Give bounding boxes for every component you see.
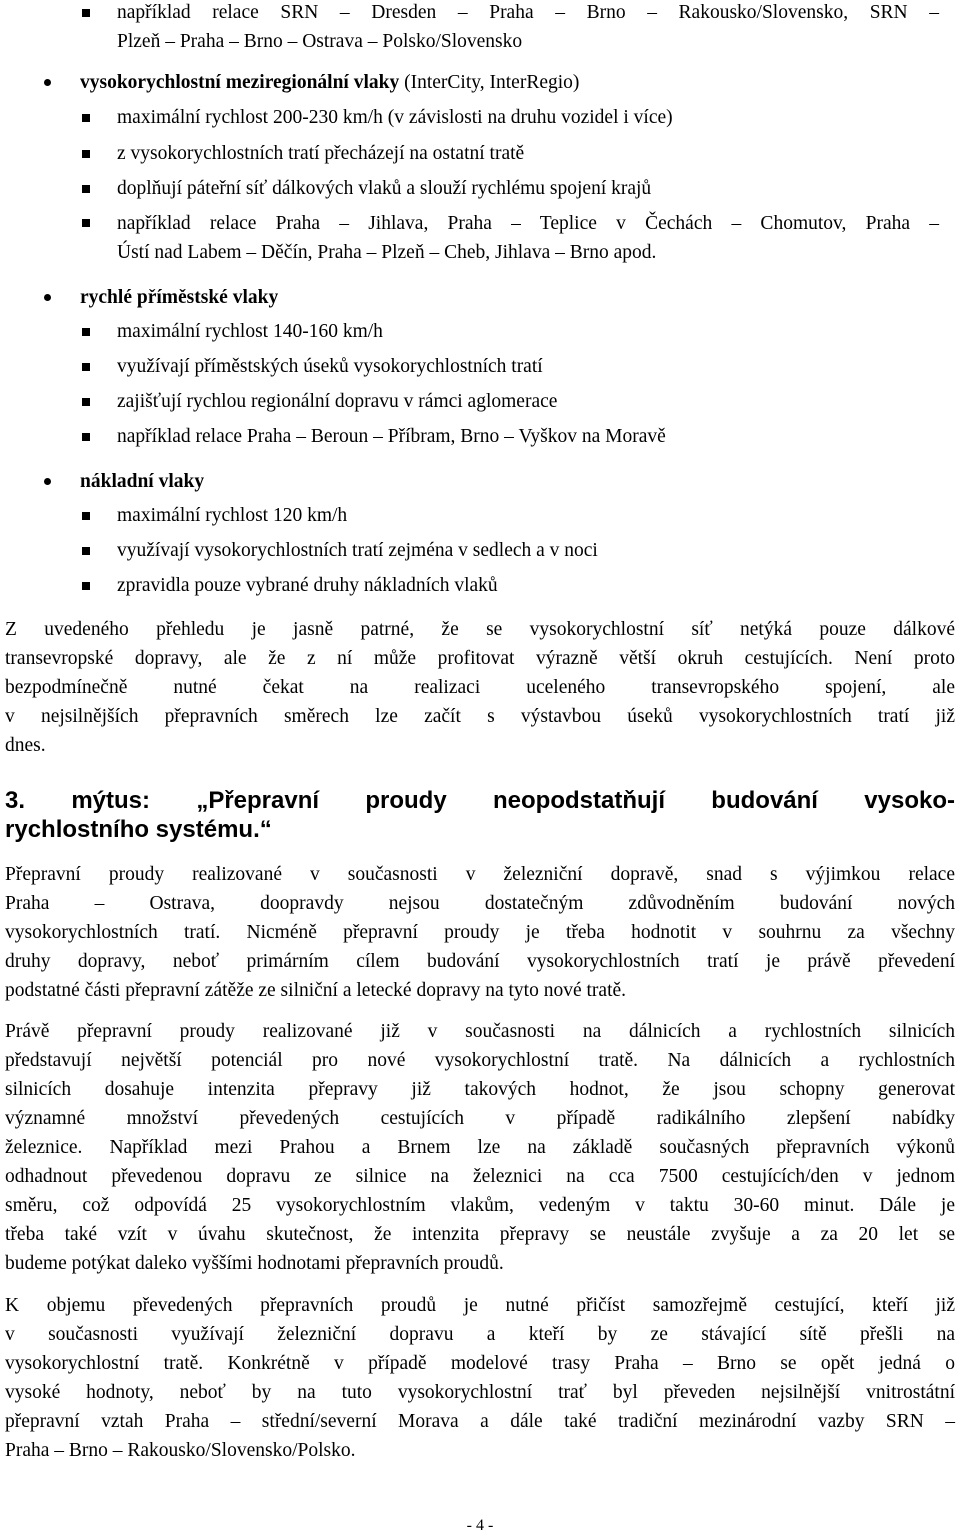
myth-heading: 3. mýtus: „Přepravní proudy neopodstatňují budování vysoko- xyxy=(5,787,955,814)
square-bullet-icon xyxy=(82,547,90,555)
list-item-text: zpravidla pouze vybrané druhy nákladních vlaků xyxy=(117,575,498,596)
paragraph-line: přepravní vztah Praha – střední/severní Morava a dále také tradiční mezinárodní vazby SRN – xyxy=(5,1411,955,1432)
paragraph-line: podstatné části přepravní zátěže ze silniční a letecké dopravy na tyto nové tratě. xyxy=(5,980,627,1001)
list-item-text: například relace SRN – Dresden – Praha – Brno – Rakousko/Slovensko, SRN – xyxy=(117,2,939,23)
paragraph-line: vysokorychlostních tratí. Nicméně přepravní proudy je třeba hodnotit v souhrnu za všechny xyxy=(5,922,955,943)
list-item-text: Ústí nad Labem – Děčín, Praha – Plzeň – Cheb, Jihlava – Brno apod. xyxy=(117,242,657,263)
paragraph-line: významné množství převedených cestujících v případě radikálního zlepšení nabídky xyxy=(5,1108,955,1129)
paragraph-line: budeme potýkat daleko vyššími hodnotami přepravních proudů. xyxy=(5,1253,504,1274)
paragraph-line: Praha – Ostrava, doopravdy nejsou dostatečným zdůvodněním budování nových xyxy=(5,893,955,914)
page-number: - 4 - xyxy=(466,1517,494,1534)
list-item-text: využívají příměstských úseků vysokorychlostních tratí xyxy=(117,356,543,377)
square-bullet-icon xyxy=(82,328,90,336)
square-bullet-icon xyxy=(82,512,90,520)
square-bullet-icon xyxy=(82,185,90,193)
paragraph-line: silnicích dosahuje intenzita přepravy již takových hodnot, že jsou schopny generovat xyxy=(5,1079,955,1100)
square-bullet-icon xyxy=(82,363,90,371)
paragraph-line: bezpodmínečně nutné čekat na realizaci uceleného transevropského spojení, ale xyxy=(5,677,955,698)
round-bullet-icon xyxy=(44,478,51,485)
list-item-text: z vysokorychlostních tratí přecházejí na ostatní tratě xyxy=(117,143,525,164)
list-item-text: například relace Praha – Jihlava, Praha – Teplice v Čechách – Chomutov, Praha – xyxy=(117,213,939,234)
list-item-text: například relace Praha – Beroun – Příbram, Brno – Vyškov na Moravě xyxy=(117,426,666,447)
square-bullet-icon xyxy=(82,219,90,227)
square-bullet-icon xyxy=(82,433,90,441)
paragraph-line: K objemu převedených přepravních proudů je nutné přičíst samozřejmě cestující, kteří již xyxy=(5,1295,955,1316)
list-item-text: maximální rychlost 140-160 km/h xyxy=(117,321,383,342)
paragraph-line: transevropské dopravy, ale že z ní může profitovat výrazně větší okruh cestujících. Není proto xyxy=(5,648,955,669)
paragraph-line: Praha – Brno – Rakousko/Slovensko/Polsko. xyxy=(5,1440,356,1461)
section-heading-freight: nákladní vlaky xyxy=(80,471,205,492)
square-bullet-icon xyxy=(82,9,90,17)
paragraph-line: v nejsilnějších přepravních směrech lze začít s výstavbou úseků vysokorychlostních tratí již xyxy=(5,706,955,727)
list-item-text: maximální rychlost 120 km/h xyxy=(117,505,348,526)
section-heading-bold: vysokorychlostní meziregionální vlaky xyxy=(80,72,400,93)
paragraph-line: třeba také vzít v úvahu skutečnost, že intenzita přepravy se neustále zvyšuje a za 20 let se xyxy=(5,1224,955,1245)
square-bullet-icon xyxy=(82,114,90,122)
paragraph-line: odhadnout převedenou dopravu ze silnice na železnici na cca 7500 cestujících/den v jednom xyxy=(5,1166,955,1187)
paragraph-line: dnes. xyxy=(5,735,46,756)
paragraph-line: směru, což odpovídá 25 vysokorychlostním vlakům, vedeným v taktu 30-60 minut. Dále je xyxy=(5,1195,955,1216)
list-item-text: maximální rychlost 200-230 km/h (v závislosti na druhu vozidel i více) xyxy=(117,107,673,128)
myth-heading: rychlostního systému.“ xyxy=(5,816,272,843)
paragraph-line: vysoké hodnoty, neboť by na tuto vysokorychlostní trať byl převeden nejsilnější vnitrostátní xyxy=(5,1382,955,1403)
section-heading-intercity xyxy=(80,68,579,97)
paragraph-line: druhy dopravy, neboť primárním cílem budování vysokorychlostních tratí je právě převedení xyxy=(5,951,955,972)
section-heading-suffix: (InterCity, InterRegio) xyxy=(399,72,580,93)
paragraph-line: železnice. Například mezi Prahou a Brnem lze na základě současných přepravních výkonů xyxy=(5,1137,955,1158)
list-item-text: zajišťují rychlou regionální dopravu v rámci aglomerace xyxy=(117,391,558,412)
paragraph-line: představují největší potenciál pro nové vysokorychlostní tratě. Na dálnicích a rychlostních xyxy=(5,1050,955,1071)
list-item-text: doplňují páteřní síť dálkových vlaků a slouží rychlému spojení krajů xyxy=(117,178,652,199)
list-item-text: Plzeň – Praha – Brno – Ostrava – Polsko/Slovensko xyxy=(117,31,523,52)
square-bullet-icon xyxy=(82,582,90,590)
square-bullet-icon xyxy=(82,398,90,406)
square-bullet-icon xyxy=(82,150,90,158)
paragraph-line: vysokorychlostní tratě. Konkrétně v případě modelové trasy Praha – Brno se opět jedná o xyxy=(5,1353,955,1374)
paragraph-line: Právě přepravní proudy realizované již v současnosti na dálnicích a rychlostních silnicích xyxy=(5,1021,955,1042)
round-bullet-icon xyxy=(44,79,51,86)
list-item-text: využívají vysokorychlostních tratí zejména v sedlech a v noci xyxy=(117,540,598,561)
round-bullet-icon xyxy=(44,294,51,301)
paragraph-line: v současnosti využívají železniční dopravu a kteří by ze stávající sítě přešli na xyxy=(5,1324,955,1345)
paragraph-line: Přepravní proudy realizované v současnosti v železniční dopravě, snad s výjimkou relace xyxy=(5,864,955,885)
section-heading-suburban: rychlé příměstské vlaky xyxy=(80,287,279,308)
paragraph-line: Z uvedeného přehledu je jasně patrné, že se vysokorychlostní síť netýká pouze dálkové xyxy=(5,619,955,640)
